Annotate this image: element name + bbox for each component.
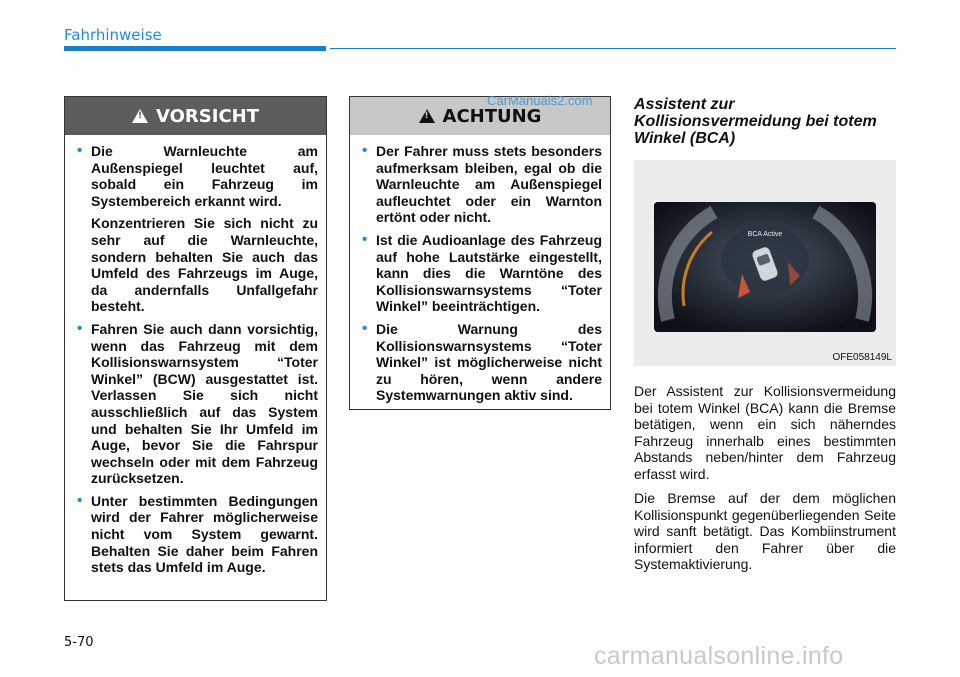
body-paragraph: Die Bremse auf der dem möglichen Kollisionspunkt gegenüberliegenden Seite wird sanft betätigt. Das Kombiinstrument informiert den Fahrer über die Systemaktivierung. xyxy=(634,490,896,572)
bca-active-label: BCA Active xyxy=(747,231,783,238)
warning-triangle-icon xyxy=(419,109,435,123)
body-paragraph: Der Assistent zur Kollisionsvermeidung bei totem Winkel (BCA) kann die Bremse betätigen, wenn ein sich näherndes Fahrzeug innerhalb eines bestimmten Abstands neben/hinter dem Fahrzeug erfasst wird. xyxy=(634,383,896,482)
page-number: 5-70 xyxy=(64,635,94,650)
bullet-icon: • xyxy=(362,230,368,248)
bullet-icon: • xyxy=(362,319,368,337)
instrument-cluster-display xyxy=(654,202,876,332)
notice-item xyxy=(358,232,602,315)
section-title: Fahrhinweise xyxy=(64,26,162,44)
notice-item-text: Die Warnung des Kollisionswarnsystems “Toter Winkel” ist möglicherweise nicht zu hören, wenn andere Systemwarnungen aktiv sind. xyxy=(376,320,602,404)
watermark-top: CarManuals2.com xyxy=(487,93,593,108)
header-rule-thick xyxy=(64,46,326,51)
caution-item-text: Die Warnleuchte am Außenspiegel leuchtet auf, sobald ein Fahrzeug im Systembereich erkannt wird. xyxy=(91,143,318,209)
caution-item-text: Unter bestimmten Bedingungen wird der Fahrer möglicherweise nicht vom System gewarnt. Behalten Sie daher beim Fahren stets das Umfeld im Auge. xyxy=(91,492,318,576)
notice-item-text: Ist die Audioanlage des Fahrzeug auf hohe Lautstärke eingestellt, kann dies die Warntöne des Kollisionswarnsystems “Toter Winkel” beeinträchtigen. xyxy=(376,231,602,315)
caution-box-header xyxy=(65,97,326,135)
notice-box xyxy=(349,96,611,410)
caution-box xyxy=(64,96,327,601)
caution-item xyxy=(73,493,318,576)
bullet-icon: • xyxy=(77,319,83,337)
section-heading: Assistent zur Kollisionsvermeidung bei totem Winkel (BCA) xyxy=(634,96,877,147)
caution-box-title: VORSICHT xyxy=(156,105,259,127)
header-rule-thin xyxy=(330,48,896,49)
warning-triangle-icon xyxy=(132,109,148,123)
notice-item xyxy=(358,143,602,226)
bullet-icon: • xyxy=(77,491,83,509)
watermark-bottom: carmanualsonline.info xyxy=(594,642,844,670)
caution-item-text: Fahren Sie auch dann vorsichtig, wenn das Fahrzeug mit dem Kollisionswarnsystem “Toter Winkel” (BCW) ausgestattet ist. Verlassen Sie sich nicht ausschließlich auf das System und behalten Sie Ihr Umfeld im Auge, bevor Sie die Fahrspur wechseln oder mit dem Fahrzeug zurücksetzen. xyxy=(91,320,318,487)
instrument-cluster-graphic xyxy=(654,202,876,332)
caution-item xyxy=(73,143,318,209)
bullet-icon: • xyxy=(77,142,83,159)
figure-code: OFE058149L xyxy=(832,352,892,363)
notice-box-title: ACHTUNG xyxy=(442,105,542,127)
bullet-icon: • xyxy=(362,142,368,159)
cluster-figure xyxy=(634,160,896,366)
notice-item-text: Der Fahrer muss stets besonders aufmerksam bleiben, egal ob die Warnleuchte am Außenspiegel aufleuchtet oder ein Warnton ertönt oder nicht. xyxy=(376,143,602,226)
caution-item xyxy=(73,321,318,487)
notice-item xyxy=(358,321,602,404)
caution-item-subparagraph: Konzentrieren Sie sich nicht zu sehr auf die Warnleuchte, sondern behalten Sie auch das Umfeld des Fahrzeugs im Auge, da andernfalls Unfallgefahr besteht. xyxy=(91,215,318,315)
